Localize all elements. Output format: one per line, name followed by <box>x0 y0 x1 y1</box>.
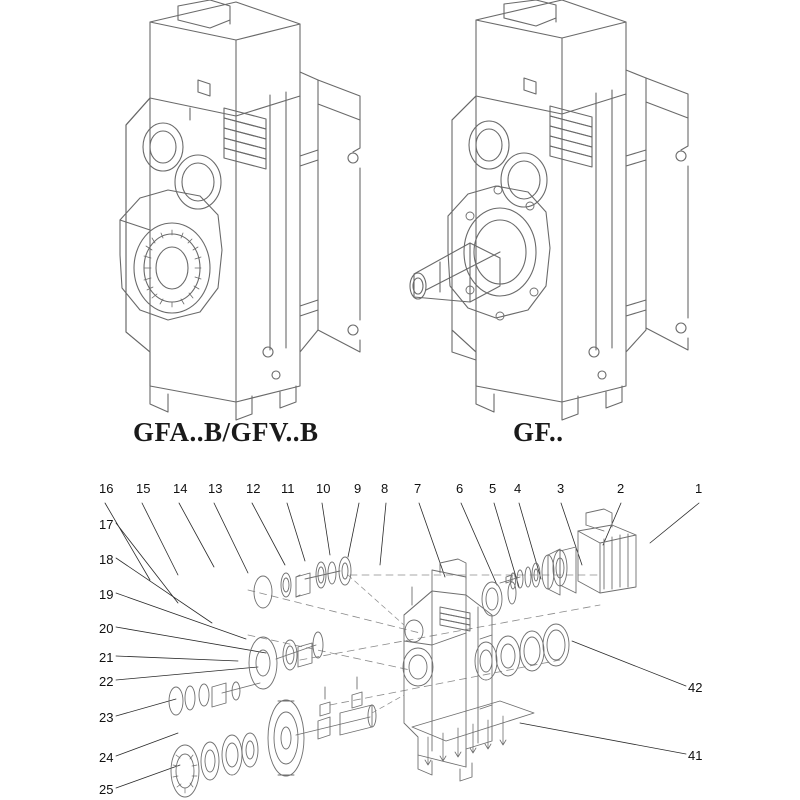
callout-4: 4 <box>514 481 522 496</box>
figure-left-caption: GFA..B/GFV..B <box>133 417 319 447</box>
callout-25: 25 <box>99 782 114 797</box>
callout-12: 12 <box>246 481 261 496</box>
callout-10: 10 <box>316 481 331 496</box>
callout-17: 17 <box>99 517 114 532</box>
callout-20: 20 <box>99 621 114 636</box>
callout-3: 3 <box>557 481 565 496</box>
callout-6: 6 <box>456 481 464 496</box>
callout-13: 13 <box>208 481 223 496</box>
callout-42: 42 <box>688 680 703 695</box>
callout-8: 8 <box>381 481 389 496</box>
callout-24: 24 <box>99 750 114 765</box>
callout-15: 15 <box>136 481 151 496</box>
callout-41: 41 <box>688 748 703 763</box>
callout-18: 18 <box>99 552 114 567</box>
figure-right-caption: GF.. <box>513 417 564 447</box>
callout-14: 14 <box>173 481 188 496</box>
callout-5: 5 <box>489 481 497 496</box>
exploded-view-area <box>0 455 800 800</box>
callout-7: 7 <box>414 481 422 496</box>
callout-19: 19 <box>99 587 114 602</box>
callout-22: 22 <box>99 674 114 689</box>
callout-16: 16 <box>99 481 114 496</box>
callout-21: 21 <box>99 650 114 665</box>
callout-2: 2 <box>617 481 625 496</box>
callout-1: 1 <box>695 481 703 496</box>
callout-9: 9 <box>354 481 362 496</box>
exploded-view-drawing <box>0 455 800 800</box>
callout-23: 23 <box>99 710 114 725</box>
callout-11: 11 <box>281 481 295 496</box>
